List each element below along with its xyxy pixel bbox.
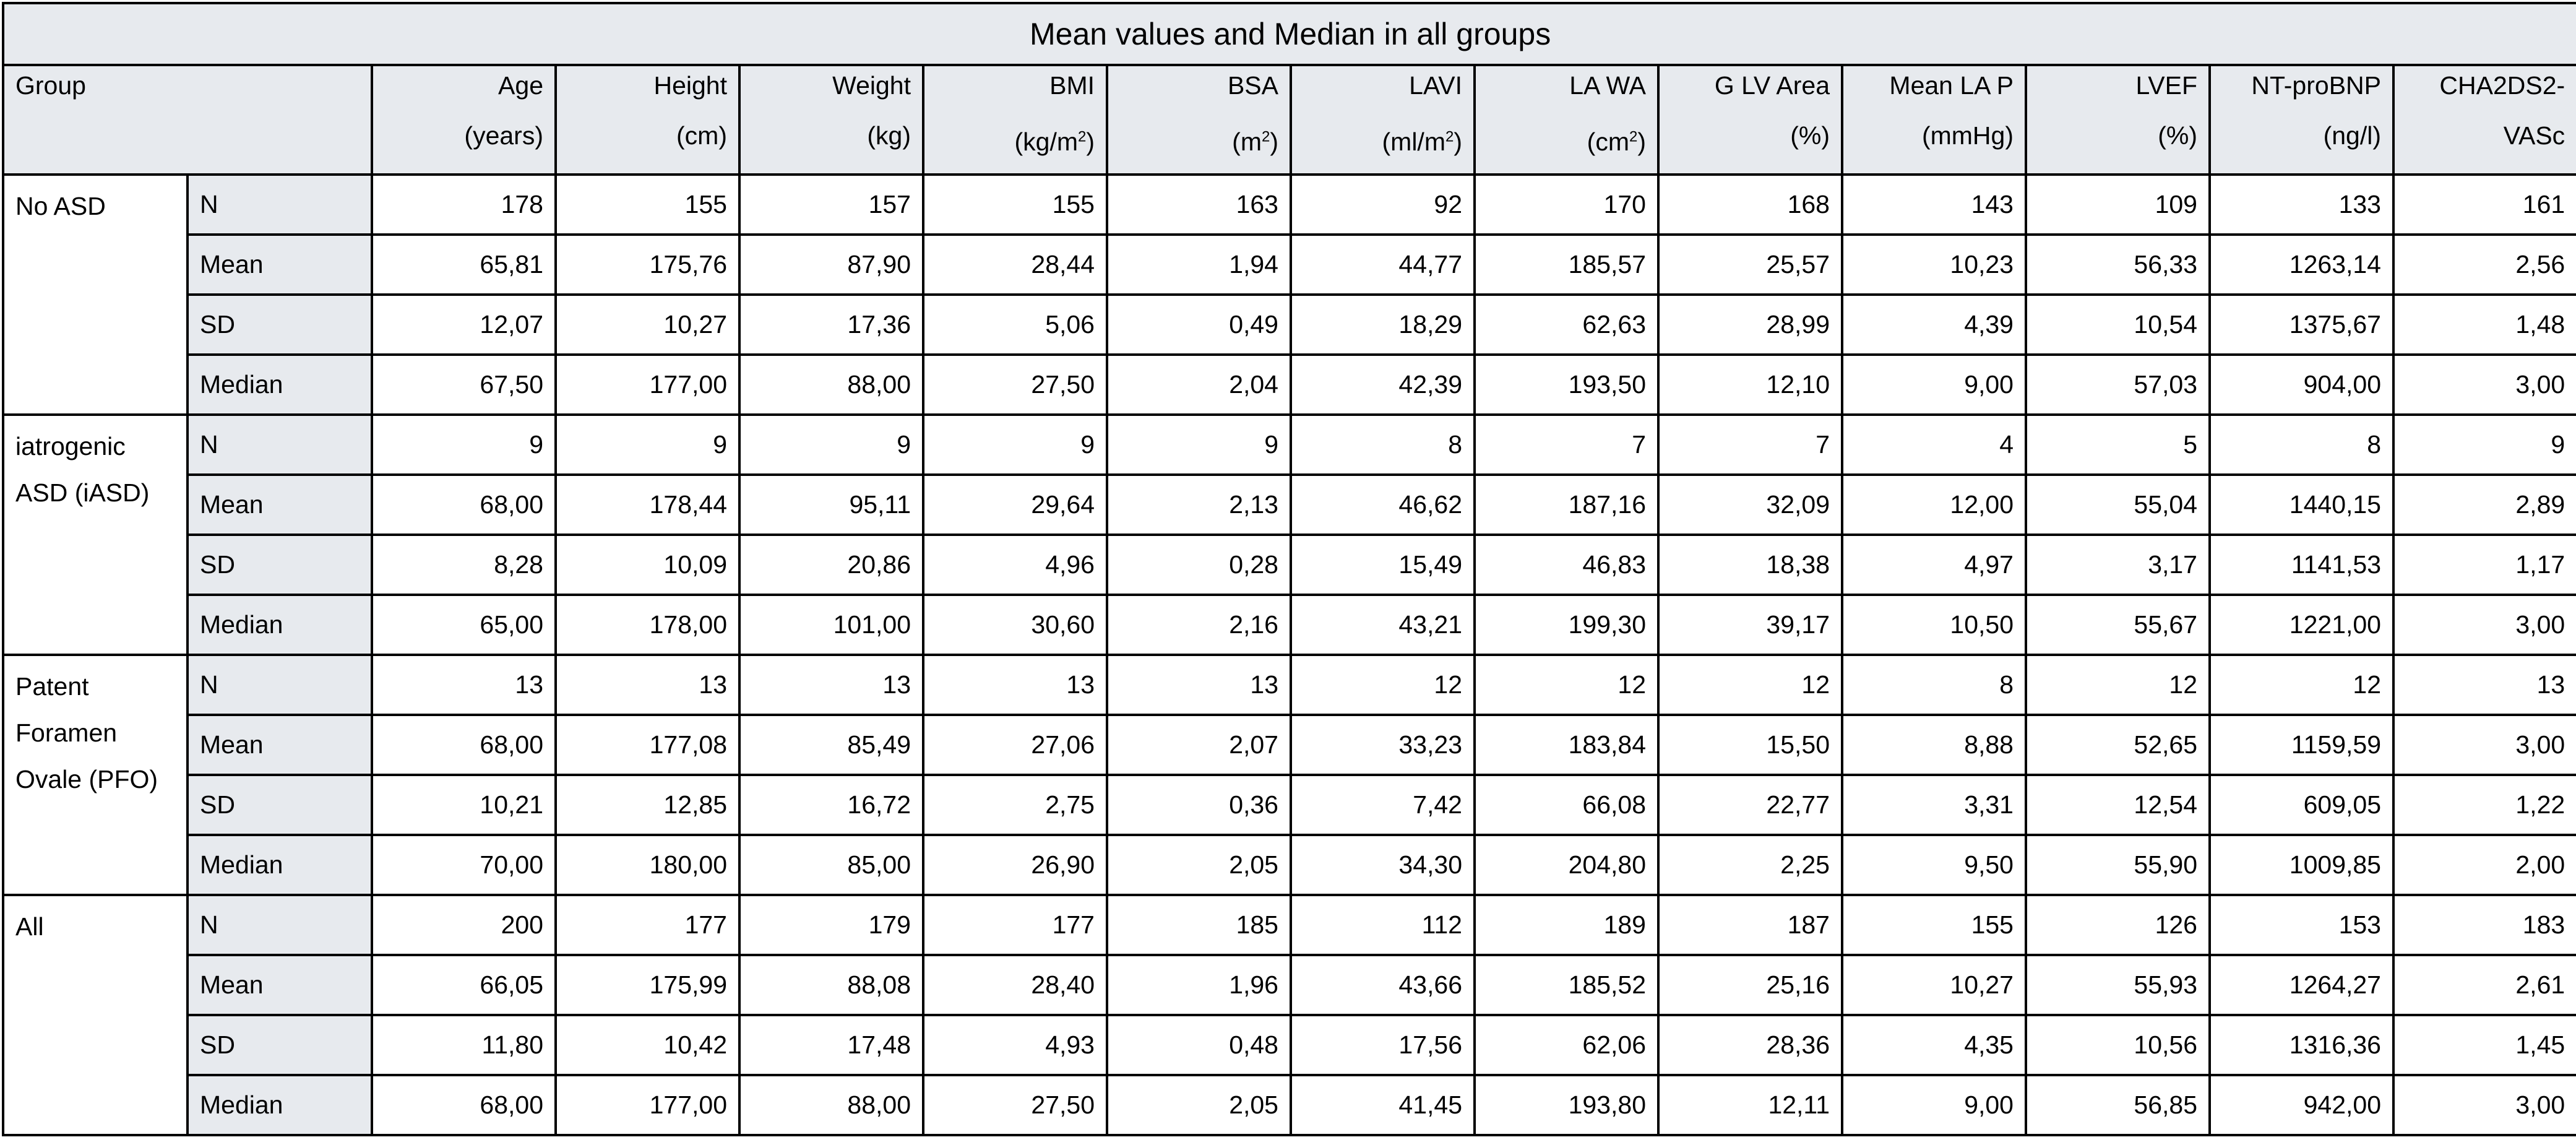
table-row	[3, 295, 2576, 355]
value-cell: 1316,36	[2210, 1015, 2393, 1075]
value-cell: 10,09	[556, 535, 739, 595]
value-cell: 1,45	[2393, 1015, 2576, 1075]
value-cell: 12,11	[1658, 1075, 1842, 1135]
table-row	[3, 535, 2576, 595]
value-cell: 1,22	[2393, 775, 2576, 835]
value-cell: 177,00	[556, 355, 739, 415]
value-cell: 10,56	[2026, 1015, 2210, 1075]
value-cell: 95,11	[739, 475, 923, 535]
stat-label: Median	[187, 835, 372, 895]
value-cell: 12,00	[1842, 475, 2026, 535]
value-cell: 2,25	[1658, 835, 1842, 895]
value-cell: 7	[1475, 415, 1658, 475]
value-cell: 183,84	[1475, 715, 1658, 775]
value-cell: 175,76	[556, 235, 739, 295]
value-cell: 92	[1291, 175, 1475, 235]
value-cell: 5,06	[923, 295, 1107, 355]
value-cell: 1440,15	[2210, 475, 2393, 535]
value-cell: 52,65	[2026, 715, 2210, 775]
value-cell: 8	[1842, 655, 2026, 715]
value-cell: 20,86	[739, 535, 923, 595]
value-cell: 1009,85	[2210, 835, 2393, 895]
value-cell: 2,56	[2393, 235, 2576, 295]
value-cell: 177,00	[556, 1075, 739, 1135]
group-label-iatrogenic-asd-iasd: iatrogenic ASD (iASD)	[3, 415, 187, 655]
column-header-cha2ds2	[2393, 65, 2576, 175]
value-cell: 33,23	[1291, 715, 1475, 775]
stat-label: Mean	[187, 715, 372, 775]
table-title: Mean values and Median in all groups	[3, 3, 2576, 65]
value-cell: 56,33	[2026, 235, 2210, 295]
value-cell: 4,35	[1842, 1015, 2026, 1075]
value-cell: 4,96	[923, 535, 1107, 595]
value-cell: 12	[1291, 655, 1475, 715]
value-cell: 27,50	[923, 355, 1107, 415]
value-cell: 12,54	[2026, 775, 2210, 835]
value-cell: 187,16	[1475, 475, 1658, 535]
column-label: NT-proBNP	[2251, 71, 2381, 100]
column-header-nt-probnp	[2210, 65, 2393, 175]
summary-table	[2, 2, 2576, 1136]
table-row	[3, 415, 2576, 475]
column-header-g-lv-area	[1658, 65, 1842, 175]
value-cell: 66,08	[1475, 775, 1658, 835]
column-label: G LV Area	[1714, 71, 1830, 100]
value-cell: 62,06	[1475, 1015, 1658, 1075]
value-cell: 7	[1658, 415, 1842, 475]
value-cell: 55,67	[2026, 595, 2210, 655]
value-cell: 55,04	[2026, 475, 2210, 535]
value-cell: 163	[1107, 175, 1291, 235]
stat-label: N	[187, 895, 372, 955]
value-cell: 8	[1291, 415, 1475, 475]
value-cell: 1,17	[2393, 535, 2576, 595]
value-cell: 2,13	[1107, 475, 1291, 535]
value-cell: 25,16	[1658, 955, 1842, 1015]
value-cell: 17,56	[1291, 1015, 1475, 1075]
header-row	[3, 65, 2576, 175]
value-cell: 175,99	[556, 955, 739, 1015]
value-cell: 199,30	[1475, 595, 1658, 655]
value-cell: 66,05	[372, 955, 556, 1015]
value-cell: 4	[1842, 415, 2026, 475]
value-cell: 16,72	[739, 775, 923, 835]
value-cell: 22,77	[1658, 775, 1842, 835]
stat-label: SD	[187, 1015, 372, 1075]
column-label: LVEF	[2135, 71, 2197, 100]
column-header-bsa	[1107, 65, 1291, 175]
value-cell: 10,42	[556, 1015, 739, 1075]
value-cell: 65,00	[372, 595, 556, 655]
value-cell: 10,54	[2026, 295, 2210, 355]
value-cell: 2,89	[2393, 475, 2576, 535]
value-cell: 28,36	[1658, 1015, 1842, 1075]
table-row	[3, 235, 2576, 295]
value-cell: 1221,00	[2210, 595, 2393, 655]
value-cell: 12,07	[372, 295, 556, 355]
value-cell: 8,88	[1842, 715, 2026, 775]
value-cell: 67,50	[372, 355, 556, 415]
value-cell: 42,39	[1291, 355, 1475, 415]
value-cell: 177	[556, 895, 739, 955]
column-label: Weight	[832, 71, 911, 100]
column-unit: $(cm^2)$	[1587, 127, 1646, 157]
group-column-header: Group	[3, 65, 372, 175]
value-cell: 185,52	[1475, 955, 1658, 1015]
table-row	[3, 595, 2576, 655]
table-row	[3, 715, 2576, 775]
column-unit: $(m^2)$	[1232, 127, 1278, 157]
value-cell: 153	[2210, 895, 2393, 955]
value-cell: 609,05	[2210, 775, 2393, 835]
value-cell: 2,75	[923, 775, 1107, 835]
group-label-no-asd: No ASD	[3, 175, 187, 415]
value-cell: 17,36	[739, 295, 923, 355]
value-cell: 2,05	[1107, 1075, 1291, 1135]
value-cell: 13	[556, 655, 739, 715]
value-cell: 10,23	[1842, 235, 2026, 295]
value-cell: 143	[1842, 175, 2026, 235]
value-cell: 9	[556, 415, 739, 475]
value-cell: 180,00	[556, 835, 739, 895]
value-cell: 193,80	[1475, 1075, 1658, 1135]
value-cell: 56,85	[2026, 1075, 2210, 1135]
value-cell: 13	[2393, 655, 2576, 715]
value-cell: 177	[923, 895, 1107, 955]
value-cell: 10,50	[1842, 595, 2026, 655]
value-cell: 155	[1842, 895, 2026, 955]
value-cell: 4,39	[1842, 295, 2026, 355]
value-cell: 0,49	[1107, 295, 1291, 355]
value-cell: 4,93	[923, 1015, 1107, 1075]
value-cell: 55,90	[2026, 835, 2210, 895]
value-cell: 10,27	[1842, 955, 2026, 1015]
column-label: Age	[498, 71, 543, 100]
value-cell: 155	[923, 175, 1107, 235]
value-cell: 189	[1475, 895, 1658, 955]
stat-label: Mean	[187, 475, 372, 535]
table-row	[3, 175, 2576, 235]
value-cell: 1263,14	[2210, 235, 2393, 295]
value-cell: 28,40	[923, 955, 1107, 1015]
value-cell: 12	[2026, 655, 2210, 715]
value-cell: 204,80	[1475, 835, 1658, 895]
value-cell: 62,63	[1475, 295, 1658, 355]
value-cell: 13	[923, 655, 1107, 715]
column-unit: $(ml/m^2)$	[1382, 127, 1462, 157]
value-cell: 9	[372, 415, 556, 475]
value-cell: 28,99	[1658, 295, 1842, 355]
value-cell: 178,00	[556, 595, 739, 655]
value-cell: 68,00	[372, 1075, 556, 1135]
column-label: Height	[653, 71, 727, 100]
column-label: BMI	[1049, 71, 1095, 100]
value-cell: 1,96	[1107, 955, 1291, 1015]
column-header-height	[556, 65, 739, 175]
value-cell: 4,97	[1842, 535, 2026, 595]
column-label: Mean LA P	[1889, 71, 2014, 100]
value-cell: 88,08	[739, 955, 923, 1015]
stat-label: SD	[187, 295, 372, 355]
value-cell: 1,94	[1107, 235, 1291, 295]
value-cell: 12,85	[556, 775, 739, 835]
value-cell: 10,21	[372, 775, 556, 835]
value-cell: 3,00	[2393, 355, 2576, 415]
value-cell: 161	[2393, 175, 2576, 235]
value-cell: 12	[1658, 655, 1842, 715]
table-row	[3, 1015, 2576, 1075]
column-unit: (mmHg)	[1921, 121, 2014, 150]
value-cell: 29,64	[923, 475, 1107, 535]
value-cell: 3,31	[1842, 775, 2026, 835]
value-cell: 179	[739, 895, 923, 955]
value-cell: 9	[739, 415, 923, 475]
value-cell: 904,00	[2210, 355, 2393, 415]
value-cell: 185	[1107, 895, 1291, 955]
group-label-patent-foramen-ovale-pfo: Patent Foramen Ovale (PFO)	[3, 655, 187, 895]
stat-label: Median	[187, 1075, 372, 1135]
column-unit: VASc	[2503, 121, 2565, 150]
column-header-mean-la-p	[1842, 65, 2026, 175]
value-cell: 9,00	[1842, 1075, 2026, 1135]
value-cell: 133	[2210, 175, 2393, 235]
value-cell: 28,44	[923, 235, 1107, 295]
value-cell: 32,09	[1658, 475, 1842, 535]
stat-label: N	[187, 415, 372, 475]
value-cell: 43,21	[1291, 595, 1475, 655]
value-cell: 12,10	[1658, 355, 1842, 415]
value-cell: 1264,27	[2210, 955, 2393, 1015]
value-cell: 2,04	[1107, 355, 1291, 415]
value-cell: 2,07	[1107, 715, 1291, 775]
value-cell: 1,48	[2393, 295, 2576, 355]
value-cell: 0,28	[1107, 535, 1291, 595]
value-cell: 26,90	[923, 835, 1107, 895]
column-header-weight	[739, 65, 923, 175]
value-cell: 27,06	[923, 715, 1107, 775]
value-cell: 9,50	[1842, 835, 2026, 895]
table-row	[3, 895, 2576, 955]
value-cell: 2,00	[2393, 835, 2576, 895]
value-cell: 9,00	[1842, 355, 2026, 415]
value-cell: 30,60	[923, 595, 1107, 655]
value-cell: 87,90	[739, 235, 923, 295]
value-cell: 187	[1658, 895, 1842, 955]
value-cell: 168	[1658, 175, 1842, 235]
value-cell: 88,00	[739, 355, 923, 415]
value-cell: 25,57	[1658, 235, 1842, 295]
column-header-bmi	[923, 65, 1107, 175]
value-cell: 0,48	[1107, 1015, 1291, 1075]
table-row	[3, 1075, 2576, 1135]
value-cell: 12	[2210, 655, 2393, 715]
table-row	[3, 655, 2576, 715]
value-cell: 8	[2210, 415, 2393, 475]
value-cell: 88,00	[739, 1075, 923, 1135]
value-cell: 18,29	[1291, 295, 1475, 355]
group-label-all: All	[3, 895, 187, 1135]
value-cell: 200	[372, 895, 556, 955]
value-cell: 8,28	[372, 535, 556, 595]
value-cell: 177,08	[556, 715, 739, 775]
value-cell: 7,42	[1291, 775, 1475, 835]
column-unit: (kg)	[867, 121, 911, 150]
value-cell: 2,61	[2393, 955, 2576, 1015]
table-row	[3, 475, 2576, 535]
value-cell: 109	[2026, 175, 2210, 235]
value-cell: 18,38	[1658, 535, 1842, 595]
value-cell: 68,00	[372, 475, 556, 535]
column-header-lavi	[1291, 65, 1475, 175]
stat-label: Median	[187, 595, 372, 655]
value-cell: 11,80	[372, 1015, 556, 1075]
value-cell: 101,00	[739, 595, 923, 655]
value-cell: 85,00	[739, 835, 923, 895]
value-cell: 155	[556, 175, 739, 235]
stat-label: Mean	[187, 955, 372, 1015]
value-cell: 942,00	[2210, 1075, 2393, 1135]
value-cell: 5	[2026, 415, 2210, 475]
value-cell: 3,00	[2393, 595, 2576, 655]
value-cell: 44,77	[1291, 235, 1475, 295]
table-row	[3, 775, 2576, 835]
value-cell: 13	[739, 655, 923, 715]
value-cell: 112	[1291, 895, 1475, 955]
value-cell: 10,27	[556, 295, 739, 355]
value-cell: 55,93	[2026, 955, 2210, 1015]
value-cell: 193,50	[1475, 355, 1658, 415]
value-cell: 2,05	[1107, 835, 1291, 895]
value-cell: 46,62	[1291, 475, 1475, 535]
value-cell: 15,49	[1291, 535, 1475, 595]
column-label: BSA	[1227, 71, 1278, 100]
value-cell: 65,81	[372, 235, 556, 295]
column-unit: (cm)	[676, 121, 727, 150]
value-cell: 46,83	[1475, 535, 1658, 595]
column-label: CHA2DS2-	[2439, 71, 2565, 100]
value-cell: 34,30	[1291, 835, 1475, 895]
column-header-age	[372, 65, 556, 175]
value-cell: 2,16	[1107, 595, 1291, 655]
column-header-la-wa	[1475, 65, 1658, 175]
column-unit: $(kg/m^2)$	[1014, 127, 1095, 157]
column-label: LAVI	[1409, 71, 1462, 100]
value-cell: 9	[1107, 415, 1291, 475]
value-cell: 70,00	[372, 835, 556, 895]
stat-label: Mean	[187, 235, 372, 295]
value-cell: 1159,59	[2210, 715, 2393, 775]
column-unit: (%)	[2158, 121, 2197, 150]
value-cell: 13	[372, 655, 556, 715]
value-cell: 1375,67	[2210, 295, 2393, 355]
value-cell: 0,36	[1107, 775, 1291, 835]
value-cell: 57,03	[2026, 355, 2210, 415]
value-cell: 17,48	[739, 1015, 923, 1075]
column-unit: (years)	[464, 121, 543, 150]
table-row	[3, 955, 2576, 1015]
table-body	[3, 175, 2576, 1135]
stat-label: N	[187, 655, 372, 715]
value-cell: 43,66	[1291, 955, 1475, 1015]
column-header-lvef	[2026, 65, 2210, 175]
column-unit: (%)	[1790, 121, 1830, 150]
value-cell: 9	[2393, 415, 2576, 475]
value-cell: 183	[2393, 895, 2576, 955]
value-cell: 3,00	[2393, 1075, 2576, 1135]
value-cell: 15,50	[1658, 715, 1842, 775]
value-cell: 157	[739, 175, 923, 235]
value-cell: 1141,53	[2210, 535, 2393, 595]
value-cell: 185,57	[1475, 235, 1658, 295]
value-cell: 27,50	[923, 1075, 1107, 1135]
value-cell: 126	[2026, 895, 2210, 955]
table-row	[3, 835, 2576, 895]
value-cell: 39,17	[1658, 595, 1842, 655]
stat-label: N	[187, 175, 372, 235]
title-row	[3, 3, 2576, 65]
table-row	[3, 355, 2576, 415]
value-cell: 3,17	[2026, 535, 2210, 595]
value-cell: 85,49	[739, 715, 923, 775]
stat-label: Median	[187, 355, 372, 415]
column-unit: (ng/l)	[2323, 121, 2381, 150]
value-cell: 178,44	[556, 475, 739, 535]
value-cell: 3,00	[2393, 715, 2576, 775]
value-cell: 170	[1475, 175, 1658, 235]
value-cell: 68,00	[372, 715, 556, 775]
value-cell: 12	[1475, 655, 1658, 715]
stat-label: SD	[187, 775, 372, 835]
stat-label: SD	[187, 535, 372, 595]
value-cell: 178	[372, 175, 556, 235]
column-label: LA WA	[1569, 71, 1646, 100]
value-cell: 9	[923, 415, 1107, 475]
value-cell: 13	[1107, 655, 1291, 715]
value-cell: 41,45	[1291, 1075, 1475, 1135]
